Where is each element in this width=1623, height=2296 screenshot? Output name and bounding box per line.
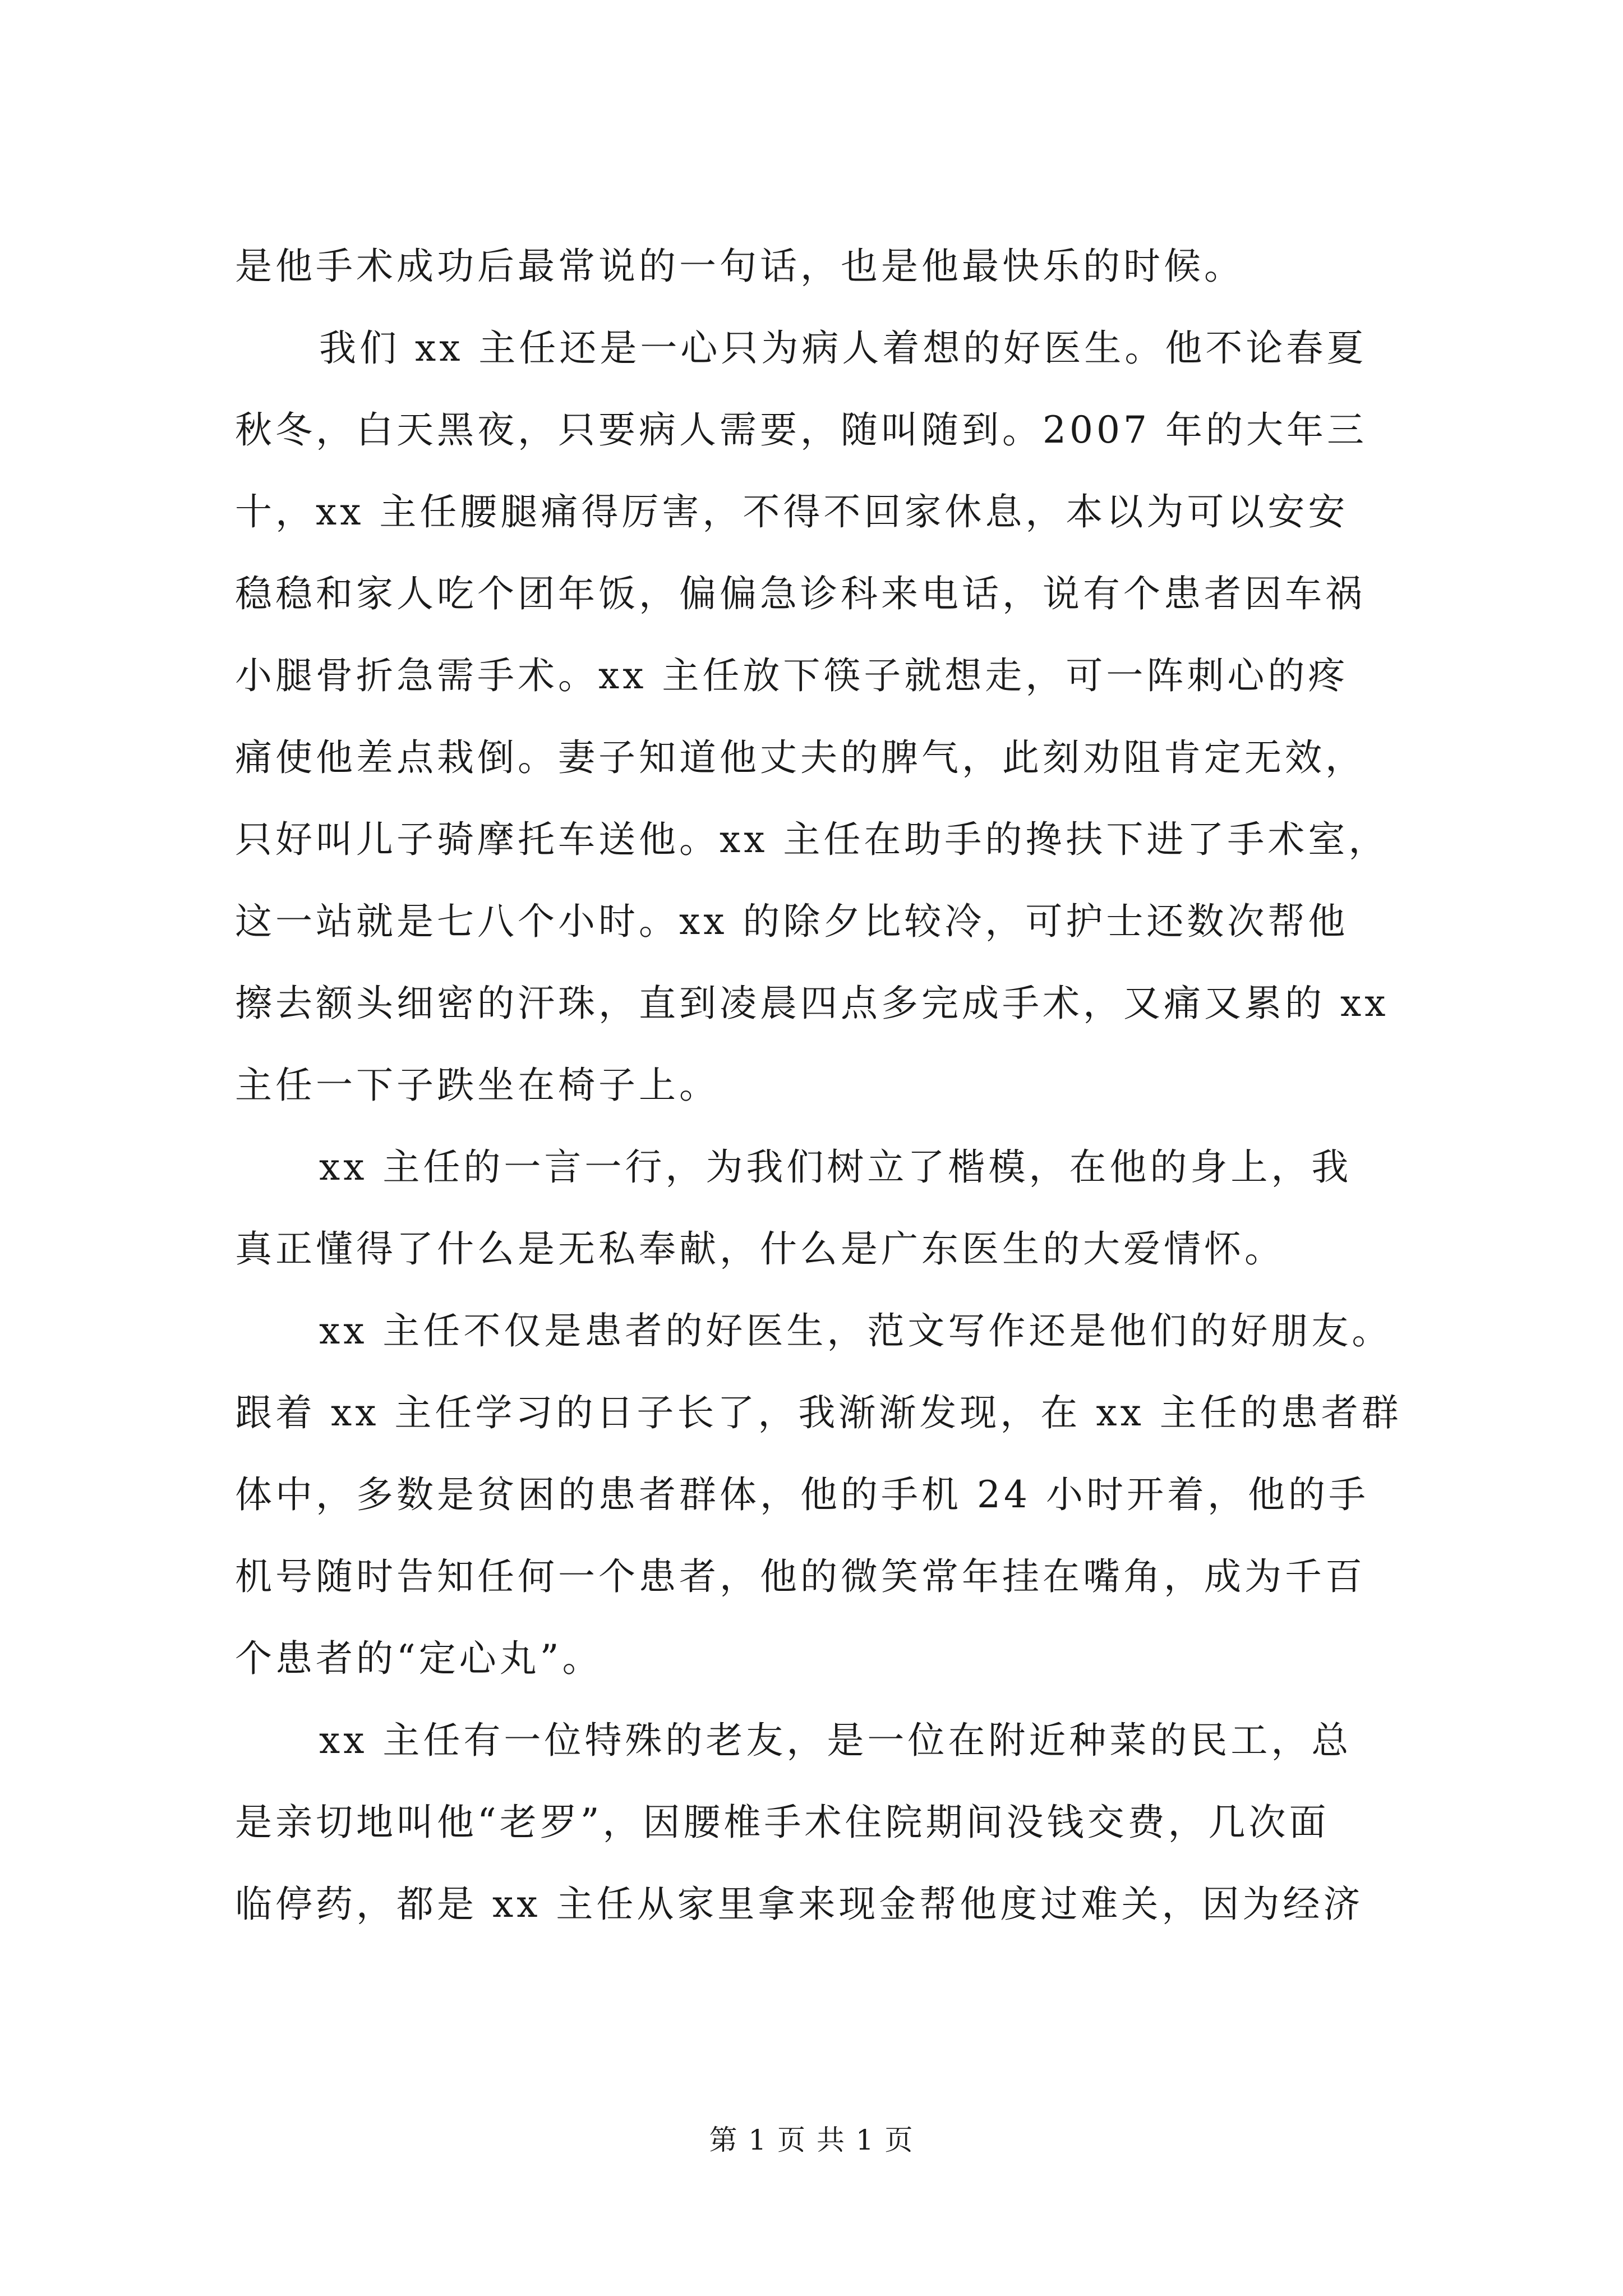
text-line: xx 主任有一位特殊的老友，是一位在附近种菜的民工，总	[319, 1719, 1352, 1762]
text-line: 我们 xx 主任还是一心只为病人着想的好医生。他不论春夏	[319, 326, 1367, 370]
text-line: 稳稳和家人吃个团年饭，偏偏急诊科来电话，说有个患者因车祸	[235, 572, 1366, 615]
text-line: 个患者的“定心丸”。	[235, 1637, 603, 1680]
text-line: 机号随时告知任何一个患者，他的微笑常年挂在嘴角，成为千百	[235, 1555, 1366, 1598]
text-line: 是他手术成功后最常说的一句话，也是他最快乐的时候。	[235, 245, 1244, 288]
text-line: xx 主任的一言一行，为我们树立了楷模，在他的身上，我	[319, 1145, 1352, 1189]
paragraph	[235, 307, 1415, 1126]
text-line: xx 主任不仅是患者的好医生，范文写作还是他们的好朋友。	[319, 1309, 1393, 1352]
page-footer: 第 1 页 共 1 页	[709, 2124, 914, 2156]
paragraph	[235, 1126, 1415, 1290]
text-line: 真正懂得了什么是无私奉献，什么是广东医生的大爱情怀。	[235, 1227, 1285, 1271]
text-line: 这一站就是七八个小时。xx 的除夕比较冷，可护士还数次帮他	[235, 900, 1349, 943]
text-line: 只好叫儿子骑摩托车送他。xx 主任在助手的搀扶下进了手术室，	[235, 818, 1389, 861]
text-line: 十，xx 主任腰腿痛得厉害，不得不回家休息，本以为可以安安	[235, 490, 1349, 533]
text-line: 体中，多数是贫困的患者群体，他的手机 24 小时开着，他的手	[235, 1473, 1369, 1516]
text-line: 主任一下子跌坐在椅子上。	[235, 1064, 720, 1107]
text-line: 跟着 xx 主任学习的日子长了，我渐渐发现，在 xx 主任的患者群	[235, 1391, 1402, 1434]
document-body	[235, 226, 1415, 1945]
text-line: 秋冬，白天黑夜，只要病人需要，随叫随到。2007 年的大年三	[235, 408, 1367, 452]
paragraph	[235, 1700, 1415, 1945]
text-line: 小腿骨折急需手术。xx 主任放下筷子就想走，可一阵刺心的疼	[235, 654, 1349, 697]
text-line: 痛使他差点栽倒。妻子知道他丈夫的脾气，此刻劝阻肯定无效，	[235, 736, 1366, 779]
text-line: 擦去额头细密的汗珠，直到凌晨四点多完成手术，又痛又累的 xx	[235, 982, 1389, 1025]
paragraph	[235, 226, 1415, 307]
text-line: 是亲切地叫他“老罗”，因腰椎手术住院期间没钱交费，几次面	[235, 1801, 1330, 1844]
text-line: 临停药，都是 xx 主任从家里拿来现金帮他度过难关，因为经济	[235, 1883, 1364, 1926]
paragraph	[235, 1290, 1415, 1700]
